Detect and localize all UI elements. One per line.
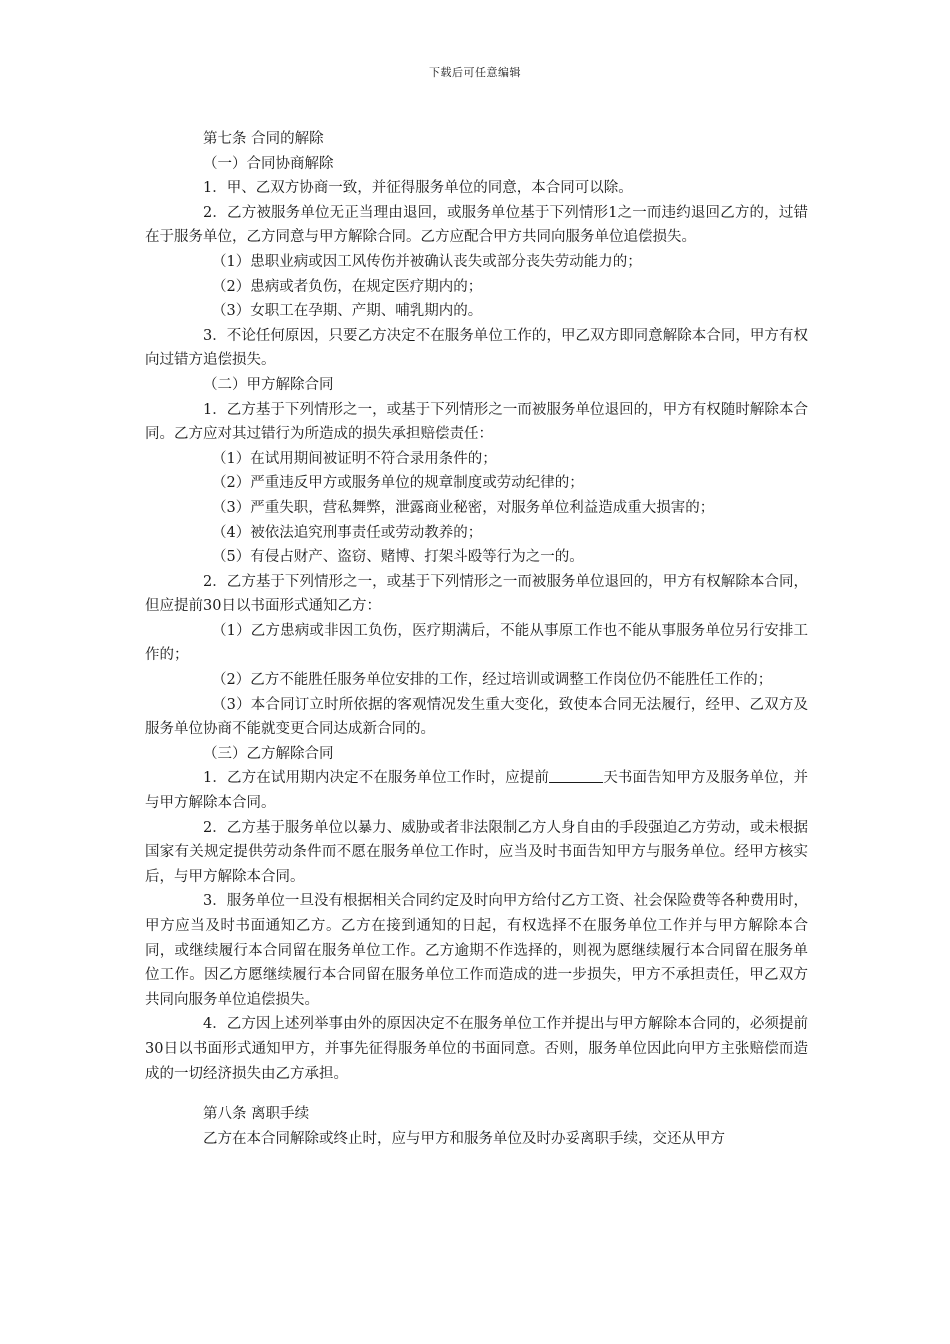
article8-title: 第八条 离职手续 bbox=[203, 1106, 310, 1123]
section1-para2-item3: （3）女职工在孕期、产期、哺乳期内的。 bbox=[212, 303, 483, 320]
article7-title: 第七条 合同的解除 bbox=[203, 131, 324, 147]
section3-para1-before: 1．乙方在试用期内决定不在服务单位工作时，应提前 bbox=[203, 770, 550, 787]
section2-para2-item3: （3）本合同订立时所依据的客观情况发生重大变化，致使本合同无法履行，经甲、乙双方及服务单位协商不能就变更合同达成新合同的。 bbox=[145, 696, 808, 738]
section1-para1: 1．甲、乙双方协商一致，并征得服务单位的同意，本合同可以除。 bbox=[203, 180, 633, 197]
section1-para2: 2．乙方被服务单位无正当理由退回，或服务单位基于下列情形1之一而违约退回乙方的，过错在于服务单位，乙方同意与甲方解除合同。乙方应配合甲方共同向服务单位追偿损失。 bbox=[145, 204, 808, 246]
section2-para1-item3: （3）严重失职，营私舞弊，泄露商业秘密，对服务单位利益造成重大损害的； bbox=[212, 499, 715, 516]
section3-para4: 4．乙方因上述列举事由外的原因决定不在服务单位工作并提出与甲方解除本合同的，必须提前30日以书面形式通知甲方，并事先征得服务单位的书面同意。否则，服务单位因此向甲方主张赔偿而造成的一切经济损失由乙方承担。 bbox=[145, 1016, 808, 1082]
section2-para2-item1: （1）乙方患病或非因工负伤，医疗期满后，不能从事原工作也不能从事服务单位另行安排工作的； bbox=[145, 622, 808, 664]
article-spacer bbox=[145, 1086, 808, 1102]
section1-para2-item1: （1）患职业病或因工风传伤并被确认丧失或部分丧失劳动能力的； bbox=[212, 253, 642, 270]
section3-para1 bbox=[145, 766, 808, 815]
section3-para1-after: 天书面告知甲方及服务单位，并与甲方解除本合同。 bbox=[145, 770, 809, 812]
page-header: 下载后可任意编辑 bbox=[429, 66, 521, 79]
section2-para2: 2．乙方基于下列情形之一，或基于下列情形之一而被服务单位退回的，甲方有权解除本合同，但应提前30日以书面形式通知乙方： bbox=[145, 573, 808, 615]
section2-para1-item1: （1）在试用期间被证明不符合录用条件的； bbox=[212, 450, 497, 467]
section2-title: （二）甲方解除合同 bbox=[203, 376, 334, 393]
section3-para3: 3．服务单位一旦没有根据相关合同约定及时向甲方给付乙方工资、社会保险费等各种费用时，甲方应当及时书面通知乙方。乙方在接到通知的日起，有权选择不在服务单位工作并与甲方解除本合同，或继续履行本合同留在服务单位工作。乙方逾期不作选择的，则视为愿继续履行本合同留在服务单位工作。因乙方愿继续履行本合同留在服务单位工作而造成的进一步损失，甲方不承担责任，甲乙双方共同向服务单位追偿损失。 bbox=[145, 893, 808, 1008]
section2-para2-item2: （2）乙方不能胜任服务单位安排的工作，经过培训或调整工作岗位仍不能胜任工作的； bbox=[212, 672, 773, 689]
fill-in-blank bbox=[549, 768, 603, 783]
document-body bbox=[145, 127, 808, 1151]
section1-title: （一）合同协商解除 bbox=[203, 155, 334, 172]
section2-para1: 1．乙方基于下列情形之一，或基于下列情形之一而被服务单位退回的，甲方有权随时解除本合同。乙方应对其过错行为所造成的损失承担赔偿责任： bbox=[145, 401, 808, 443]
section1-para3: 3．不论任何原因，只要乙方决定不在服务单位工作的，甲乙双方即同意解除本合同，甲方有权向过错方追偿损失。 bbox=[145, 327, 808, 369]
section2-para1-item2: （2）严重违反甲方或服务单位的规章制度或劳动纪律的； bbox=[212, 475, 584, 492]
section2-para1-item4: （4）被依法追究刑事责任或劳动教养的； bbox=[212, 524, 483, 541]
article8-para1: 乙方在本合同解除或终止时，应与甲方和服务单位及时办妥离职手续，交还从甲方 bbox=[203, 1130, 725, 1147]
section3-title: （三）乙方解除合同 bbox=[203, 745, 334, 762]
section2-para1-item5: （5）有侵占财产、盗窃、赌博、打架斗殴等行为之一的。 bbox=[212, 549, 584, 566]
section1-para2-item2: （2）患病或者负伤，在规定医疗期内的； bbox=[212, 278, 483, 295]
section3-para2: 2．乙方基于服务单位以暴力、威胁或者非法限制乙方人身自由的手段强迫乙方劳动，或未根据国家有关规定提供劳动条件而不愿在服务单位工作时，应当及时书面告知甲方与服务单位。经甲方核实后，与甲方解除本合同。 bbox=[145, 819, 808, 885]
